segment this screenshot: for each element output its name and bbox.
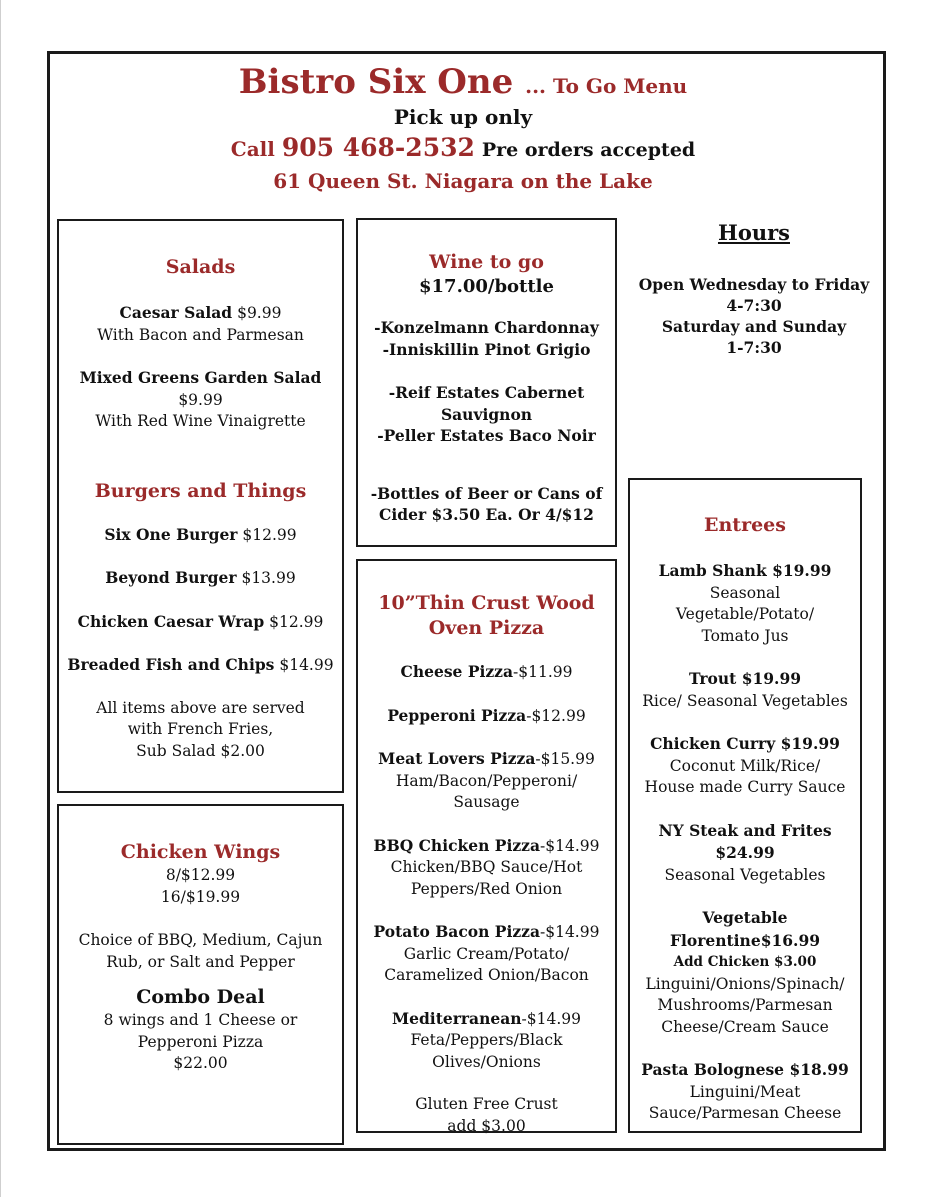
- meat-lovers-pizza: [358, 748, 615, 771]
- add-chicken-note: Add Chicken $3.00: [673, 954, 817, 970]
- restaurant-title: [0, 62, 926, 102]
- item-name: Caesar Salad: [119, 303, 233, 322]
- item-desc: Mushrooms/Parmesan: [657, 996, 833, 1014]
- bbq-chicken-pizza: [358, 835, 615, 858]
- item-desc: Tomato Jus: [701, 626, 789, 645]
- fish-and-chips: [59, 654, 342, 677]
- item-name: Chicken Caesar Wrap: [77, 611, 265, 631]
- item-price: Florentine$16.99: [669, 930, 821, 950]
- item-price: $13.99: [241, 569, 296, 587]
- item-desc: Seasonal Vegetables: [664, 865, 826, 884]
- item-name: Six One Burger: [104, 524, 238, 544]
- wings-box: [57, 804, 344, 1145]
- item-name: Vegetable: [702, 908, 788, 927]
- menu-subtitle: ... To Go Menu: [525, 74, 688, 98]
- preorders-note: Pre orders accepted: [481, 139, 696, 161]
- phone-number[interactable]: 905 468-2532: [281, 133, 475, 162]
- item-name: Lamb Shank $19.99: [658, 561, 832, 580]
- chicken-curry: [630, 733, 860, 756]
- item-name: Beyond Burger: [105, 568, 237, 587]
- hours-line: 4-7:30: [726, 296, 782, 315]
- trout: [630, 668, 860, 691]
- item-name: Trout $19.99: [688, 669, 802, 688]
- combo-line: 8 wings and 1 Cheese or: [103, 1011, 298, 1029]
- item-desc: Linguini/Meat: [689, 1082, 801, 1101]
- beer-line: -Bottles of Beer or Cans of: [370, 483, 603, 503]
- pepperoni-pizza: [358, 705, 615, 728]
- beer-line: Cider $3.50 Ea. Or 4/$12: [379, 505, 594, 524]
- gluten-free-note: Gluten Free Crust: [415, 1095, 558, 1113]
- burgers-note-line: with French Fries,: [127, 720, 274, 738]
- lamb-shank: [630, 560, 860, 583]
- ny-steak: [630, 820, 860, 843]
- item-desc: Coconut Milk/Rice/: [669, 756, 821, 775]
- call-line: [0, 132, 926, 166]
- salads-burgers-box: [57, 219, 344, 793]
- ny-steak-price: [630, 842, 860, 865]
- item-desc: With Red Wine Vinaigrette: [95, 412, 306, 430]
- item-price: -$11.99: [513, 663, 573, 681]
- burgers-note-line: Sub Salad $2.00: [136, 741, 265, 760]
- potato-bacon-pizza: [358, 921, 615, 944]
- item-desc: House made Curry Sauce: [644, 778, 846, 796]
- burgers-note-line: All items above are served: [96, 698, 305, 717]
- item-desc: Caramelized Onion/Bacon: [384, 966, 589, 984]
- pizza-heading: 10”Thin Crust Wood: [378, 592, 595, 614]
- chicken-caesar-wrap: [59, 611, 342, 634]
- item-desc: Sauce/Parmesan Cheese: [648, 1104, 842, 1122]
- restaurant-name: Bistro Six One: [238, 62, 514, 102]
- item-name: Cheese Pizza: [400, 662, 514, 681]
- combo-line: $22.00: [173, 1054, 228, 1072]
- hours-heading: Hours: [717, 220, 790, 245]
- wings-choice: Rub, or Salt and Pepper: [106, 952, 295, 971]
- item-desc: Peppers/Red Onion: [410, 879, 563, 898]
- wings-price: 16/$19.99: [160, 887, 241, 906]
- pizza-heading: Oven Pizza: [428, 617, 545, 639]
- item-price: $14.99: [279, 656, 334, 674]
- mixed-greens-salad: [59, 367, 342, 390]
- wine-line: -Peller Estates Baco Noir: [377, 426, 596, 445]
- wine-price: $17.00/bottle: [419, 276, 554, 297]
- entrees-box: [628, 478, 862, 1133]
- combo-line: Pepperoni Pizza: [137, 1032, 264, 1051]
- cheese-pizza: [358, 661, 615, 684]
- item-price: $24.99: [715, 843, 775, 862]
- wine-line: -Reif Estates Cabernet: [388, 383, 585, 402]
- item-price: $9.99: [178, 390, 223, 409]
- item-desc: Cheese/Cream Sauce: [661, 1017, 829, 1036]
- hours-line: 1-7:30: [726, 338, 782, 357]
- item-name: Potato Bacon Pizza: [373, 922, 540, 941]
- entrees-heading: Entrees: [704, 514, 786, 536]
- hours-section: [628, 218, 880, 358]
- item-desc: Sausage: [453, 793, 520, 811]
- item-desc: Vegetable/Potato/: [675, 605, 815, 623]
- item-price: -$14.99: [539, 923, 600, 941]
- wine-box: [356, 218, 617, 547]
- address: 61 Queen St. Niagara on the Lake: [273, 169, 653, 193]
- menu-header: [0, 62, 926, 196]
- item-name: Breaded Fish and Chips: [67, 655, 275, 674]
- item-price: $9.99: [237, 304, 282, 322]
- call-prefix: Call: [230, 137, 275, 161]
- item-name: Mediterranean: [391, 1008, 522, 1028]
- burgers-heading: Burgers and Things: [94, 479, 307, 502]
- vegetable-florentine-price: [630, 930, 860, 953]
- combo-heading: Combo Deal: [136, 986, 265, 1008]
- pickup-note: Pick up only: [393, 105, 533, 129]
- hours-line: Saturday and Sunday: [661, 317, 847, 336]
- item-desc: Feta/Peppers/Black: [410, 1031, 563, 1049]
- wine-heading: Wine to go: [429, 251, 544, 273]
- item-desc: Rice/ Seasonal Vegetables: [642, 691, 848, 710]
- item-name: Mixed Greens Garden Salad: [79, 368, 322, 387]
- salads-heading: Salads: [165, 256, 236, 278]
- item-price: $12.99: [242, 525, 297, 544]
- item-price: -$14.99: [540, 836, 600, 855]
- pizza-box: [356, 559, 617, 1133]
- item-desc: Ham/Bacon/Pepperoni/: [395, 771, 578, 790]
- six-one-burger: [59, 524, 342, 547]
- vegetable-florentine: [630, 907, 860, 930]
- beyond-burger: [59, 567, 342, 590]
- item-price: -$14.99: [521, 1009, 582, 1028]
- pasta-bolognese: [630, 1059, 860, 1082]
- item-price: -$15.99: [535, 750, 595, 768]
- item-desc: Olives/Onions: [432, 1052, 541, 1071]
- item-desc: With Bacon and Parmesan: [97, 325, 304, 344]
- item-name: Chicken Curry $19.99: [650, 734, 840, 753]
- caesar-salad: [59, 302, 342, 325]
- wine-line: Sauvignon: [440, 404, 533, 424]
- gluten-free-note: add $3.00: [447, 1116, 526, 1135]
- item-name: NY Steak and Frites: [658, 820, 832, 840]
- item-desc: Seasonal: [709, 583, 781, 602]
- wings-price: 8/$12.99: [165, 866, 236, 884]
- wine-line: -Inniskillin Pinot Grigio: [382, 339, 591, 359]
- item-price: -$12.99: [526, 706, 586, 725]
- item-name: Pasta Bolognese $18.99: [641, 1060, 849, 1079]
- item-desc: Chicken/BBQ Sauce/Hot: [390, 858, 583, 876]
- item-desc: Garlic Cream/Potato/: [403, 944, 570, 963]
- item-desc: Linguini/Onions/Spinach/: [645, 974, 845, 993]
- mediterranean-pizza: [358, 1008, 615, 1031]
- wine-line: -Konzelmann Chardonnay: [374, 318, 599, 337]
- hours-line: Open Wednesday to Friday: [638, 275, 870, 294]
- wings-heading: Chicken Wings: [120, 841, 281, 863]
- item-name: BBQ Chicken Pizza: [373, 835, 540, 855]
- wings-choice: Choice of BBQ, Medium, Cajun: [78, 931, 323, 949]
- item-price: $12.99: [269, 612, 324, 631]
- item-name: Pepperoni Pizza: [387, 705, 527, 725]
- item-name: Meat Lovers Pizza: [378, 749, 536, 768]
